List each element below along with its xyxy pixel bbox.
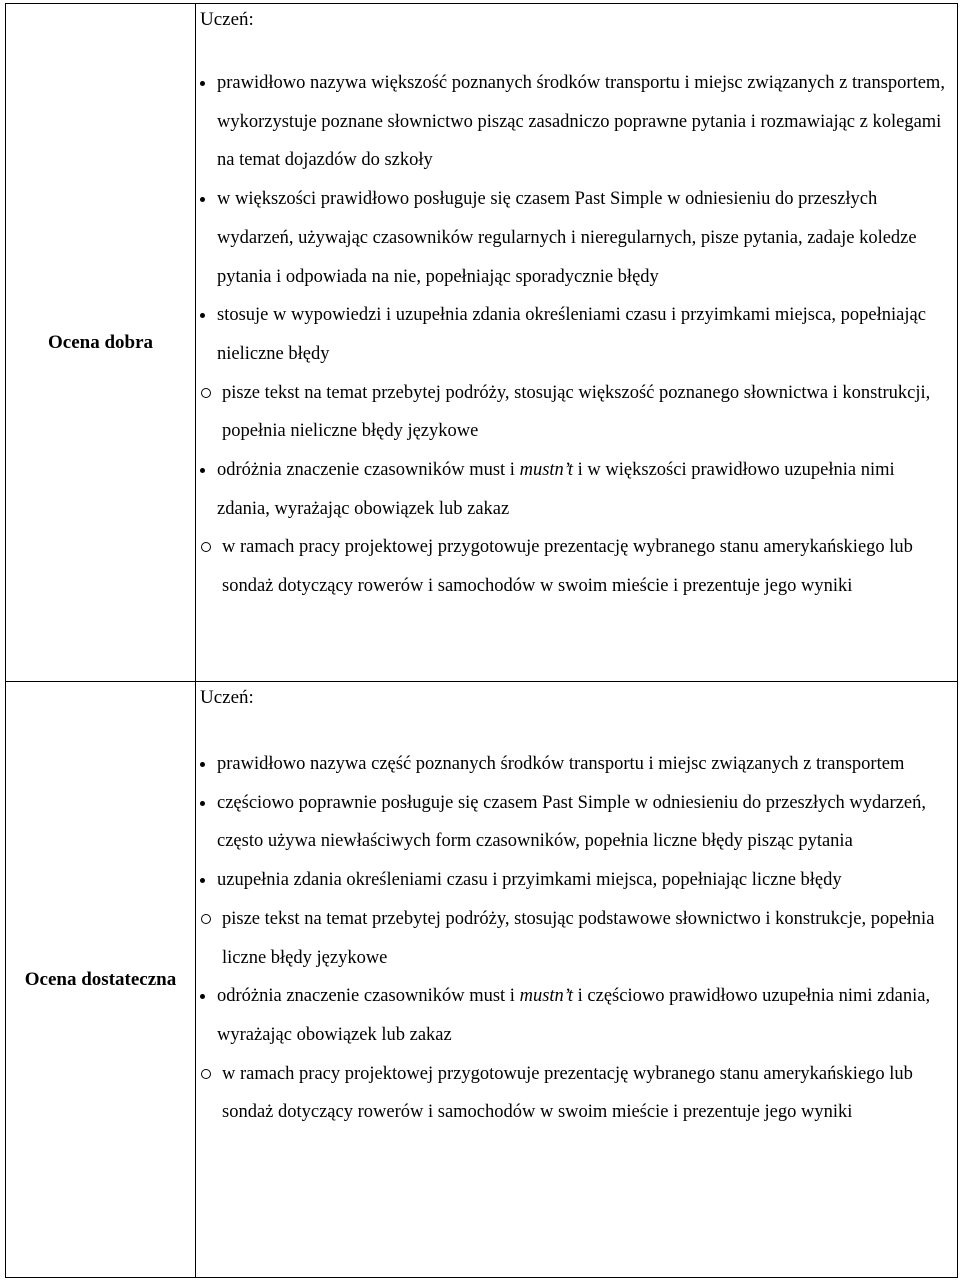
- criterion-text: uzupełnia zdania określeniami czasu i przyimkami miejsca, popełniając liczne błędy: [217, 870, 842, 891]
- criterion-text-start: odróżnia znaczenie czasowników must i: [217, 986, 520, 1007]
- bullet-dot-icon: [200, 313, 205, 318]
- student-intro: Uczeń:: [200, 9, 254, 30]
- bullet-dot-icon: [200, 81, 205, 86]
- bullet-circle-icon: [201, 388, 211, 398]
- criterion-text: częściowo poprawnie posługuje się czasem Past Simple w odniesieniu do przeszłych wydarzeń, często używa niewłaściwych form czasowników, popełnia liczne błędy pisząc pytania: [217, 792, 926, 852]
- table-row-good: [6, 4, 958, 682]
- criterion-text-start: odróżnia znaczenie czasowników must i: [217, 460, 520, 481]
- criterion-item: [196, 374, 957, 451]
- grade-label-good: Ocena dobra: [6, 4, 196, 682]
- criterion-text: w ramach pracy projektowej przygotowuje prezentację wybranego stanu amerykańskiego lub sondaż dotyczący rowerów i samochodów w swoim mieście i prezentuje jego wyniki: [222, 537, 913, 597]
- criterion-item: [196, 180, 957, 296]
- bullet-dot-icon: [200, 468, 205, 473]
- criterion-text-italic: mustn’t: [519, 986, 574, 1007]
- criterion-text: w większości prawidłowo posługuje się czasem Past Simple w odniesieniu do przeszłych wydarzeń, używając czasowników regularnych i nieregularnych, pisze pytania, zadaje koledze pytania i odpowiada na nie, popełniając sporadycznie błędy: [217, 189, 917, 287]
- criterion-item: [196, 64, 957, 180]
- criterion-text: prawidłowo nazywa część poznanych środków transportu i miejsc związanych z transportem: [217, 754, 905, 774]
- criteria-cell-satisfactory: [196, 682, 958, 1278]
- criterion-text-end: i w większości prawidłowo uzupełnia nimi zdania, wyrażając obowiązek lub zakaz: [217, 460, 895, 519]
- bullet-dot-icon: [200, 878, 205, 883]
- criteria-list-good: [196, 64, 957, 606]
- criterion-item: [196, 528, 957, 605]
- criterion-item: [196, 296, 957, 373]
- criterion-text-end: i częściowo prawidłowo uzupełnia nimi zdania, wyrażając obowiązek lub zakaz: [217, 986, 931, 1045]
- criterion-item: [196, 977, 957, 1054]
- bullet-dot-icon: [200, 197, 205, 202]
- criterion-item: [196, 900, 957, 977]
- criterion-item: [196, 451, 957, 528]
- criterion-text: pisze tekst na temat przebytej podróży, stosując większość poznanego słownictwa i konstrukcji, popełnia nieliczne błędy językowe: [222, 382, 931, 442]
- criterion-item: [196, 1055, 957, 1132]
- table-row-satisfactory: [6, 682, 958, 1278]
- criterion-item: [196, 784, 957, 861]
- criteria-cell-good: [196, 4, 958, 682]
- criterion-item: [196, 861, 957, 900]
- criterion-text-italic: mustn’t: [519, 460, 574, 481]
- criterion-text: prawidłowo nazywa większość poznanych środków transportu i miejsc związanych z transportem, wykorzystuje poznane słownictwo pisząc zasadniczo poprawne pytania i rozmawiając z kolegami na temat dojazdów do szkoły: [217, 73, 945, 171]
- grading-table: [5, 3, 958, 1278]
- student-intro: Uczeń:: [200, 687, 254, 708]
- bullet-dot-icon: [200, 994, 205, 999]
- criterion-text: w ramach pracy projektowej przygotowuje prezentację wybranego stanu amerykańskiego lub sondaż dotyczący rowerów i samochodów w swoim mieście i prezentuje jego wyniki: [222, 1063, 913, 1123]
- bullet-dot-icon: [200, 801, 205, 806]
- bullet-dot-icon: [200, 762, 205, 767]
- criterion-text: stosuje w wypowiedzi i uzupełnia zdania określeniami czasu i przyimkami miejsca, popełniając nieliczne błędy: [217, 305, 926, 364]
- grade-label-satisfactory: Ocena dostateczna: [6, 682, 196, 1278]
- bullet-circle-icon: [201, 1069, 211, 1079]
- criterion-item: [196, 745, 957, 784]
- bullet-circle-icon: [201, 914, 211, 924]
- criterion-text: pisze tekst na temat przebytej podróży, stosując podstawowe słownictwo i konstrukcje, popełnia liczne błędy językowe: [222, 908, 935, 968]
- bullet-circle-icon: [201, 542, 211, 552]
- criteria-list-satisfactory: [196, 745, 957, 1132]
